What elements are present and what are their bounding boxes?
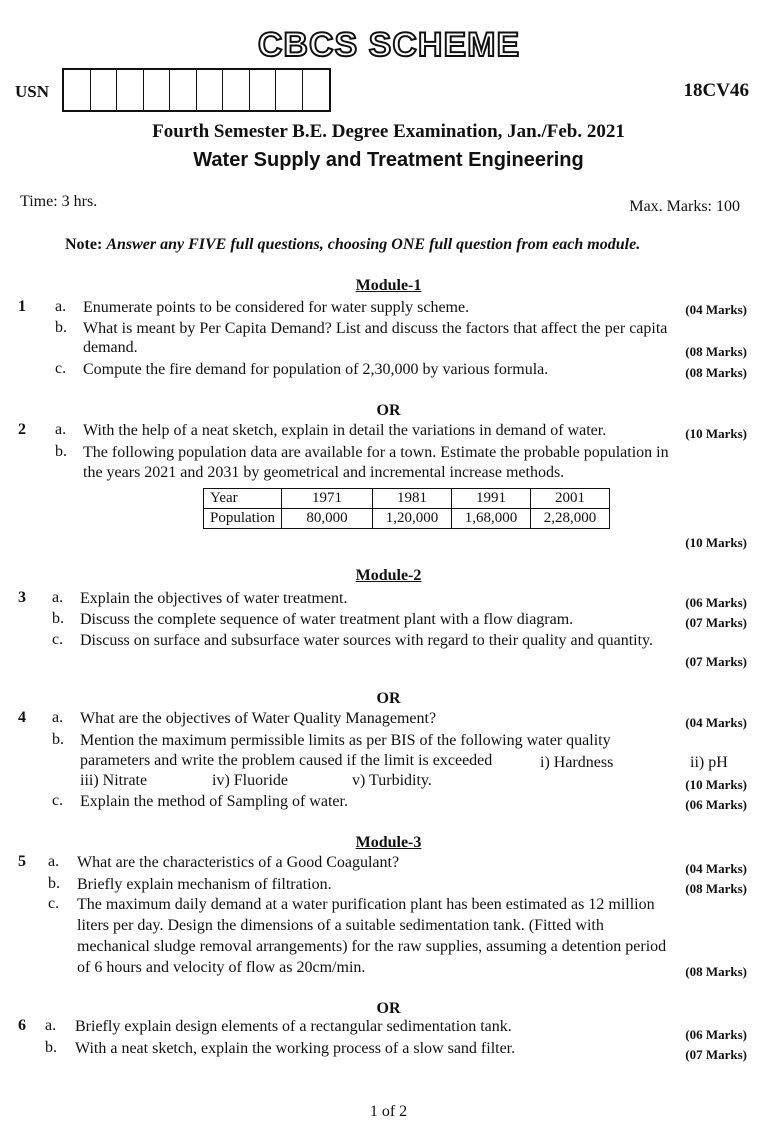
marks: (06 Marks) — [685, 1027, 747, 1042]
question-text: mechanical sludge removal arrangements) for the raw supplies, assuming a detention period — [77, 938, 667, 955]
table-header-cell: Year — [204, 489, 282, 509]
or-separator: OR — [376, 402, 401, 419]
exam-title: Fourth Semester B.E. Degree Examination, Jan./Feb. 2021 — [152, 121, 625, 142]
marks: (04 Marks) — [685, 861, 747, 876]
sub-label: a. — [55, 421, 67, 438]
sub-label: c. — [52, 792, 64, 809]
subject-code: 18CV46 — [683, 80, 749, 101]
question-text: Compute the fire demand for population of 2,30,000 by various formula. — [83, 361, 549, 378]
page-number: 1 of 2 — [369, 1103, 408, 1120]
instructions-note: Note: Answer any FIVE full questions, choosing ONE full question from each module. — [65, 236, 641, 253]
question-text: Mention the maximum permissible limits as per BIS of the following water quality — [80, 732, 611, 749]
question-text: liters per day. Design the dimensions of a suitable sedimentation tank. (Fitted with — [77, 917, 604, 934]
question-text: Discuss on surface and subsurface water sources with regard to their quality and quantity. — [80, 632, 654, 649]
table-cell: 1971 — [282, 489, 373, 509]
question-number: 5 — [18, 853, 26, 870]
sub-label: b. — [45, 1039, 57, 1056]
sub-label: a. — [55, 298, 67, 315]
question-text: What is meant by Per Capita Demand? List and discuss the factors that affect the per capita — [83, 320, 668, 337]
marks: (07 Marks) — [685, 1047, 747, 1062]
marks: (08 Marks) — [685, 365, 747, 380]
table-cell: 1991 — [452, 489, 531, 509]
marks: (07 Marks) — [685, 615, 747, 630]
usn-boxes — [62, 68, 331, 112]
table-cell: 1,68,000 — [452, 509, 531, 529]
or-separator: OR — [376, 690, 401, 707]
sub-label: a. — [52, 589, 64, 606]
subject-title: Water Supply and Treatment Engineering — [193, 149, 584, 171]
sub-label: c. — [52, 631, 64, 648]
time-allowed: Time: 3 hrs. — [20, 193, 98, 210]
max-marks: Max. Marks: 100 — [629, 198, 740, 215]
sub-label: a. — [48, 853, 60, 870]
question-text: demand. — [83, 339, 138, 356]
marks: (10 Marks) — [685, 777, 747, 792]
table-cell: 2001 — [531, 489, 610, 509]
question-text: With a neat sketch, explain the working process of a slow sand filter. — [75, 1040, 516, 1057]
marks: (04 Marks) — [685, 715, 747, 730]
parameter-item: iii) Nitrate — [80, 772, 148, 789]
sub-label: c. — [55, 360, 67, 377]
svg-text:CBCS SCHEME: CBCS SCHEME — [257, 26, 521, 64]
parameter-item: i) Hardness — [540, 754, 614, 771]
marks: (04 Marks) — [685, 302, 747, 317]
marks: (06 Marks) — [685, 797, 747, 812]
question-text: parameters and write the problem caused if the limit is exceeded — [80, 752, 493, 769]
or-separator: OR — [376, 1000, 401, 1017]
module-2-heading: Module-2 — [355, 567, 422, 584]
table-cell: 1981 — [373, 489, 452, 509]
scheme-logo — [257, 20, 521, 66]
table-cell: 2,28,000 — [531, 509, 610, 529]
sub-label: c. — [48, 895, 60, 912]
parameter-item: v) Turbidity. — [352, 772, 432, 789]
sub-label: b. — [52, 731, 64, 748]
marks: (08 Marks) — [685, 964, 747, 979]
sub-label: b. — [55, 319, 67, 336]
marks: (10 Marks) — [685, 426, 747, 441]
question-text: Briefly explain design elements of a rectangular sedimentation tank. — [75, 1018, 512, 1035]
parameter-item: iv) Fluoride — [212, 772, 288, 789]
sub-label: b. — [55, 443, 67, 460]
question-number: 2 — [18, 421, 26, 438]
question-number: 3 — [18, 589, 26, 606]
usn-label: USN — [15, 82, 50, 101]
question-text: With the help of a neat sketch, explain in detail the variations in demand of water. — [83, 422, 607, 439]
question-text: Briefly explain mechanism of filtration. — [77, 876, 332, 893]
question-text: the years 2021 and 2031 by geometrical and incremental increase methods. — [83, 464, 565, 481]
population-table — [203, 488, 610, 529]
parameter-item: ii) pH — [690, 754, 728, 771]
marks: (06 Marks) — [685, 595, 747, 610]
marks: (08 Marks) — [685, 344, 747, 359]
question-text: of 6 hours and velocity of flow as 20cm/min. — [77, 959, 366, 976]
question-text: What are the characteristics of a Good Coagulant? — [77, 854, 400, 871]
sub-label: b. — [48, 875, 60, 892]
marks: (07 Marks) — [685, 654, 747, 669]
question-text: Discuss the complete sequence of water treatment plant with a flow diagram. — [80, 611, 574, 628]
question-text: Explain the objectives of water treatment. — [80, 590, 348, 607]
question-text: What are the objectives of Water Quality Management? — [80, 710, 437, 727]
table-cell: 80,000 — [282, 509, 373, 529]
question-number: 4 — [18, 709, 26, 726]
marks: (10 Marks) — [685, 535, 747, 550]
sub-label: b. — [52, 610, 64, 627]
question-text: The maximum daily demand at a water purification plant has been estimated as 12 million — [77, 896, 655, 913]
question-number: 1 — [18, 298, 26, 315]
question-text: Enumerate points to be considered for water supply scheme. — [83, 299, 470, 316]
module-3-heading: Module-3 — [355, 834, 422, 851]
question-number: 6 — [18, 1017, 26, 1034]
table-row — [204, 489, 610, 509]
sub-label: a. — [45, 1017, 57, 1034]
table-cell: 1,20,000 — [373, 509, 452, 529]
marks: (08 Marks) — [685, 881, 747, 896]
sub-label: a. — [52, 709, 64, 726]
table-row — [204, 509, 610, 529]
table-header-cell: Population — [204, 509, 282, 529]
question-text: The following population data are available for a town. Estimate the probable population in — [83, 444, 669, 461]
module-1-heading: Module-1 — [355, 277, 422, 294]
question-text: Explain the method of Sampling of water. — [80, 793, 348, 810]
